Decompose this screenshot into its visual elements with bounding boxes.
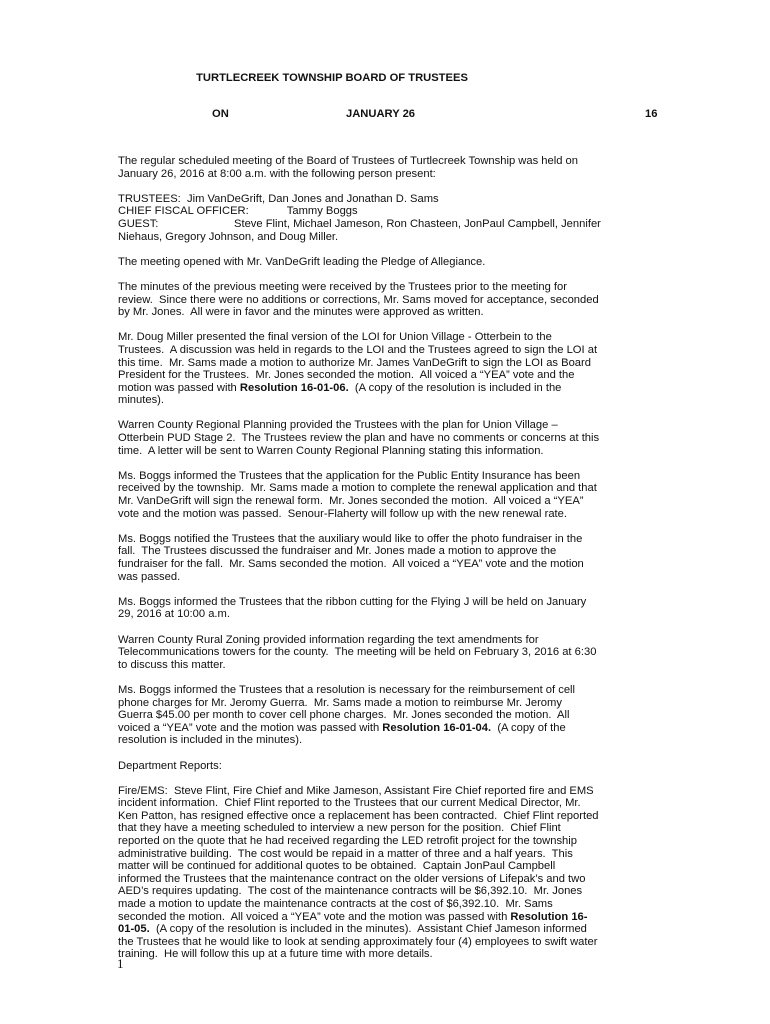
zoning-paragraph: Warren County Rural Zoning provided information regarding the text amendments for Telecommunications towers for the county. The meeting will be held on February 3, 2016 at 6:30 to discuss this matter.: [118, 633, 597, 671]
page-number: 1: [117, 956, 124, 971]
loi-text-b: (A copy of the resolution is included in the minutes).: [118, 381, 562, 407]
cfo-label: CHIEF FISCAL OFFICER:: [118, 205, 249, 218]
fire-ems-paragraph: [118, 785, 664, 961]
insurance-paragraph: Ms. Boggs informed the Trustees that the application for the Public Entity Insurance has been received by the township. Mr. Sams made a motion to complete the renewal application and that Mr. VanDeGrift will sign the renewal form. Mr. Jones seconded the motion. All voiced a “YEA” vote and the motion was passed. Senour-Flaherty will follow up with the new renewal rate.: [118, 469, 597, 520]
guest-names-1: Steve Flint, Michael Jameson, Ron Chasteen, JonPaul Campbell, Jennifer: [234, 217, 601, 230]
loi-resolution: Resolution 16-01-06.: [239, 381, 349, 394]
meeting-on-label: ON: [212, 108, 229, 120]
fire-text-b: (A copy of the resolution is included in the minutes). Assistant Chief Jameson informed the Trustees that he would like to look at sending approximately four (4) employees to swift water training. He will follow this up at a future time with more details.: [118, 923, 598, 961]
cell-text-b: (A copy of the resolution is included in the minutes).: [118, 721, 566, 747]
department-reports-heading: Department Reports:: [118, 759, 222, 772]
guest-label: GUEST:: [118, 217, 159, 230]
guest-names-2: Niehaus, Gregory Johnson, and Doug Miller.: [118, 230, 339, 243]
loi-text-a: Mr. Doug Miller presented the final version of the LOI for Union Village - Otterbein to the Trustees. A discussion was held in regards to the LOI and the Trustees agreed to sign the LOI at this time. Mr. Sams made a motion to authorize Mr. James VanDeGrift to sign the LOI as Board President for the Trustees. Mr. Jones seconded the motion. All voiced a “YEA” vote and the motion was passed with: [118, 331, 598, 394]
meeting-year: 16: [645, 108, 658, 120]
warren-planning-paragraph: Warren County Regional Planning provided the Trustees with the plan for Union Village – Otterbein PUD Stage 2. The Trustees review the plan and have no comments or concerns at this time. A letter will be sent to Warren County Regional Planning stating this information.: [118, 419, 600, 457]
intro-paragraph: The regular scheduled meeting of the Board of Trustees of Turtlecreek Township was held on January 26, 2016 at 8:00 a.m. with the following person present:: [118, 155, 578, 180]
minutes-paragraph: The minutes of the previous meeting were received by the Trustees prior to the meeting for review. Since there were no additions or corrections, Mr. Sams moved for acceptance, seconded by Mr. Jones. All were in favor and the minutes were approved as written.: [118, 280, 599, 319]
cfo-name: Tammy Boggs: [286, 205, 358, 218]
fundraiser-paragraph: Ms. Boggs notified the Trustees that the auxiliary would like to offer the photo fundraiser in the fall. The Trustees discussed the fundraiser and Mr. Jones made a motion to approve the fundraiser for the fall. Mr. Sams seconded the motion. All voiced a “YEA” vote and the motion was passed.: [118, 532, 584, 583]
minutes-body: [118, 155, 664, 974]
meeting-date: JANUARY 26: [346, 108, 416, 120]
pledge-paragraph: The meeting opened with Mr. VanDeGrift leading the Pledge of Allegiance.: [118, 255, 486, 268]
cell-text-a: Ms. Boggs informed the Trustees that a resolution is necessary for the reimbursement of cell phone charges for Mr. Jeromy Guerra. Mr. Sams made a motion to reimburse Mr. Jeromy Guerra $45.00 per month to cover cell phone charges. Mr. Jones seconded the motion. All voiced a “YEA” vote and the motion was passed with: [118, 683, 576, 734]
fire-text-a: Fire/EMS: Steve Flint, Fire Chief and Mike Jameson, Assistant Fire Chief reported fire and EMS incident information. Chief Flint reported to the Trustees that our current Medical Director, Mr. Ken Patton, has resigned effective once a replacement has been contracted. Chief Flint reported that they have a meeting scheduled to interview a new person for the position. Chief Flint reported on the quote that he had received regarding the LED retrofit project for the township administrative building. The cost would be repaid in a matter of three and a half years. This matter will be continued for additional quotes to be obtained. Captain JonPaul Campbell informed the Trustees that the maintenance contract on the older versions of Lifepak’s and two AED’s requires updating. The cost of the maintenance contracts will be $6,392.10. Mr. Jones made a motion to update the maintenance contracts at the cost of $6,392.10. Mr. Sams seconded the motion. All voiced a “YEA” vote and the motion was passed with: [118, 784, 599, 923]
trustees-line: TRUSTEES: Jim VanDeGrift, Dan Jones and Jonathan D. Sams: [118, 192, 439, 205]
cell-resolution: Resolution 16-01-04.: [382, 721, 492, 734]
cell-phone-paragraph: [118, 684, 664, 747]
fire-resolution: Resolution 16- 01-05.: [118, 910, 588, 936]
ribbon-paragraph: Ms. Boggs informed the Trustees that the ribbon cutting for the Flying J will be held on January 29, 2016 at 10:00 a.m.: [118, 595, 587, 621]
document-title: TURTLECREEK TOWNSHIP BOARD OF TRUSTEES: [196, 72, 468, 84]
loi-paragraph: [118, 331, 664, 407]
attendees-paragraph: [118, 193, 664, 243]
